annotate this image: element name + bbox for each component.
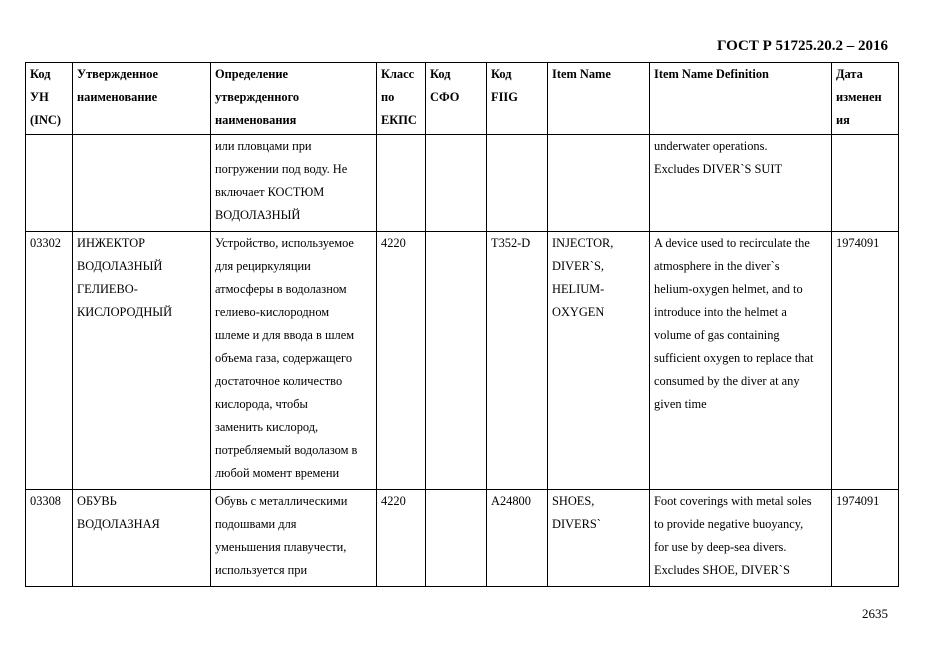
cell-line: A device used to recirculate the	[654, 236, 810, 250]
header-cell-approved-name	[73, 63, 211, 135]
cell-item-definition	[650, 232, 832, 490]
cell-sfo	[426, 135, 487, 232]
cell-approved-name	[73, 232, 211, 490]
cell-line: гелиево-кислородном	[215, 305, 330, 319]
cell-line: OXYGEN	[552, 305, 605, 319]
cell-line: КИСЛОРОДНЫЙ	[77, 305, 173, 319]
header-line: по	[381, 90, 395, 104]
cell-line: A24800	[491, 494, 531, 508]
header-line: УН	[30, 90, 49, 104]
cell-definition	[211, 232, 377, 490]
cell-line: 1974091	[836, 494, 880, 508]
cell-line: ИНЖЕКТОР	[77, 236, 146, 250]
header-cell-inc	[26, 63, 73, 135]
cell-change-date	[832, 490, 899, 587]
cell-line: Устройство, используемое	[215, 236, 354, 250]
cell-definition	[211, 135, 377, 232]
cell-sfo	[426, 490, 487, 587]
cell-change-date	[832, 135, 899, 232]
document-code: ГОСТ Р 51725.20.2 – 2016	[716, 38, 888, 54]
cell-line: используется при	[215, 563, 308, 577]
cell-line: достаточное количество	[215, 374, 343, 388]
header-cell-definition	[211, 63, 377, 135]
header-line: Код	[30, 67, 51, 81]
cell-item-definition	[650, 135, 832, 232]
cell-item-definition	[650, 490, 832, 587]
cell-line: включает КОСТЮМ	[215, 185, 325, 199]
cell-line: Excludes DIVER`S SUIT	[654, 162, 783, 176]
header-line: наименования	[215, 113, 297, 127]
cell-inc	[26, 232, 73, 490]
cell-fiig	[487, 135, 548, 232]
cell-item-name	[548, 135, 650, 232]
table-row	[26, 135, 899, 232]
table-row	[26, 490, 899, 587]
header-cell-class	[377, 63, 426, 135]
header-line: ЕКПС	[381, 113, 417, 127]
cell-line: introduce into the helmet a	[654, 305, 787, 319]
header-line: Класс	[381, 67, 415, 81]
cell-line: ОБУВЬ	[77, 494, 117, 508]
cell-line: для рециркуляции	[215, 259, 311, 273]
cell-line: SHOES,	[552, 494, 595, 508]
header-cell-item-name	[548, 63, 650, 135]
cell-line: HELIUM-	[552, 282, 605, 296]
cell-line: atmosphere in the diver`s	[654, 259, 780, 273]
cell-line: sufficient oxygen to replace that	[654, 351, 814, 365]
cell-fiig	[487, 490, 548, 587]
cell-line: underwater operations.	[654, 139, 768, 153]
cell-line: любой момент времени	[215, 466, 340, 480]
cell-line: или пловцами при	[215, 139, 312, 153]
header-line: Утвержденное	[77, 67, 158, 81]
cell-line: volume of gas containing	[654, 328, 780, 342]
header-line: (INC)	[30, 113, 61, 127]
cell-line: 4220	[381, 236, 406, 250]
cell-line: Обувь с металлическими	[215, 494, 348, 508]
cell-approved-name	[73, 135, 211, 232]
cell-line: consumed by the diver at any	[654, 374, 800, 388]
cell-line: Excludes SHOE, DIVER`S	[654, 563, 790, 577]
header-line: Item Name	[552, 67, 611, 81]
header-row	[26, 63, 899, 135]
header-line: ия	[836, 113, 850, 127]
cell-line: ГЕЛИЕВО-	[77, 282, 138, 296]
header-line: Дата	[836, 67, 863, 81]
cell-item-name	[548, 490, 650, 587]
cell-line: 1974091	[836, 236, 880, 250]
header-line: FIIG	[491, 90, 518, 104]
cell-line: ВОДОЛАЗНАЯ	[77, 517, 160, 531]
cell-inc	[26, 490, 73, 587]
header-cell-sfo	[426, 63, 487, 135]
header-cell-item-definition	[650, 63, 832, 135]
header-cell-change-date	[832, 63, 899, 135]
cell-line: кислорода, чтобы	[215, 397, 308, 411]
cell-line: объема газа, содержащего	[215, 351, 353, 365]
cell-definition	[211, 490, 377, 587]
header-line: Код	[430, 67, 451, 81]
cell-sfo	[426, 232, 487, 490]
header-line: Item Name Definition	[654, 67, 769, 81]
page-number: 2635	[862, 606, 888, 621]
cell-line: Foot coverings with metal soles	[654, 494, 812, 508]
header-line: наименование	[77, 90, 158, 104]
cell-line: DIVERS`	[552, 517, 601, 531]
header-cell-fiig	[487, 63, 548, 135]
cell-line: ВОДОЛАЗНЫЙ	[77, 259, 163, 273]
cell-line: погружении под воду. Не	[215, 162, 348, 176]
cell-line: шлеме и для ввода в шлем	[215, 328, 355, 342]
header-line: Определение	[215, 67, 289, 81]
classifier-table	[25, 62, 899, 587]
cell-class	[377, 490, 426, 587]
cell-line: given time	[654, 397, 707, 411]
header-line: утвержденного	[215, 90, 300, 104]
table-row	[26, 232, 899, 490]
cell-line: 03302	[30, 236, 61, 250]
cell-item-name	[548, 232, 650, 490]
cell-line: заменить кислород,	[215, 420, 319, 434]
cell-inc	[26, 135, 73, 232]
header-line: СФО	[430, 90, 460, 104]
cell-line: подошвами для	[215, 517, 297, 531]
cell-line: ВОДОЛАЗНЫЙ	[215, 208, 301, 222]
cell-class	[377, 232, 426, 490]
header-line: изменен	[836, 90, 882, 104]
cell-change-date	[832, 232, 899, 490]
cell-line: to provide negative buoyancy,	[654, 517, 804, 531]
cell-fiig	[487, 232, 548, 490]
cell-line: T352-D	[491, 236, 531, 250]
cell-line: 03308	[30, 494, 61, 508]
cell-line: 4220	[381, 494, 406, 508]
cell-line: for use by deep-sea divers.	[654, 540, 787, 554]
cell-line: DIVER`S,	[552, 259, 604, 273]
cell-line: INJECTOR,	[552, 236, 614, 250]
header-line: Код	[491, 67, 512, 81]
cell-line: helium-oxygen helmet, and to	[654, 282, 803, 296]
cell-line: уменьшения плавучести,	[215, 540, 347, 554]
cell-class	[377, 135, 426, 232]
cell-line: атмосферы в водолазном	[215, 282, 347, 296]
cell-line: потребляемый водолазом в	[215, 443, 358, 457]
cell-approved-name	[73, 490, 211, 587]
